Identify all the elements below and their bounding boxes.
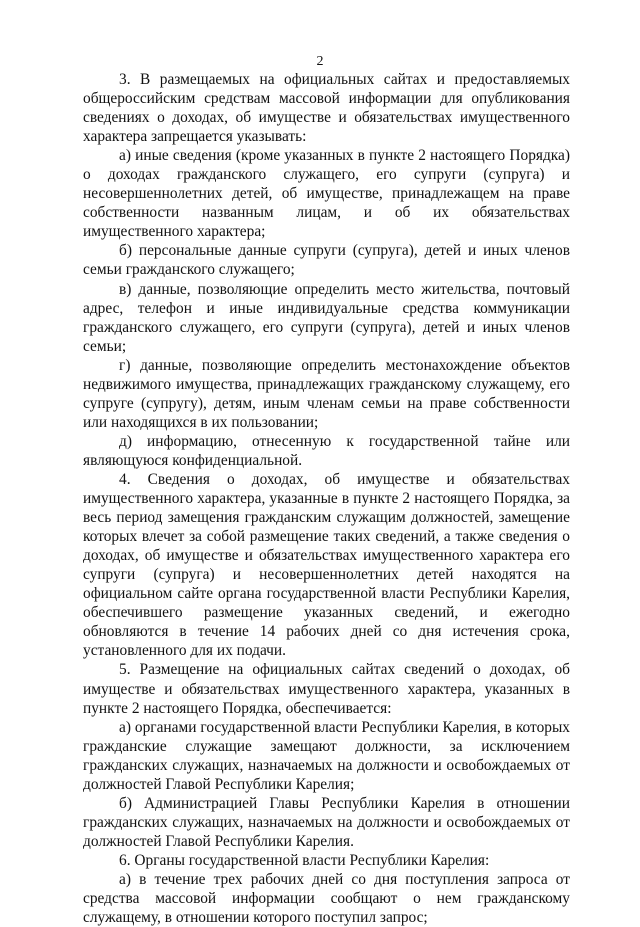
paragraph-6: 6. Органы государственной власти Республики Карелия:	[119, 851, 490, 869]
paragraph-5a: а) органами государственной власти Республики Карелия, в которых гражданские служащие замещают должности, за исключением гражданских служащих, назначаемых на должности и освобождаемых от должностей Главой Республики Карелия;	[83, 718, 570, 793]
paragraph-4: 4. Сведения о доходах, об имуществе и обязательствах имущественного характера, указанные в пункте 2 настоящего Порядка, за весь период замещения гражданским служащим должностей, замещение которых влечет за собой размещение таких сведений, а также сведения о доходах, об имуществе и обязательствах имущественного характера его супруги (супруга) и несовершеннолетних детей находятся на официальном сайте органа государственной власти Республики Карелия, обеспечившего размещение указанных сведений, и ежегодно обновляются в течение 14 рабочих дней со дня истечения срока, установленного для их подачи.	[83, 470, 570, 660]
paragraph-6a: а) в течение трех рабочих дней со дня поступления запроса от средства массовой информации сообщают о нем гражданскому служащему, в отношении которого поступил запрос;	[83, 870, 570, 927]
paragraph-3d: д) информацию, отнесенную к государственной тайне или являющуюся конфиденциальной.	[83, 432, 570, 469]
document-body	[83, 70, 570, 927]
paragraph-3a: а) иные сведения (кроме указанных в пункте 2 настоящего Порядка) о доходах гражданского служащего, его супруги (супруга) и несовершеннолетних детей, об имуществе, принадлежащем на праве собственности названным лицам, и об их обязательствах имущественного характера;	[83, 147, 570, 241]
paragraph-3g: г) данные, позволяющие определить местонахождение объектов недвижимого имущества, принадлежащих гражданскому служащему, его супруге (супругу), детям, иным членам семьи на праве собственности или находящихся в их пользовании;	[83, 356, 570, 431]
paragraph-5: 5. Размещение на официальных сайтах сведений о доходах, об имуществе и обязательствах имущественного характера, указанных в пункте 2 настоящего Порядка, обеспечивается:	[83, 661, 570, 717]
page-number: 2	[316, 54, 324, 69]
paragraph-3b: б) персональные данные супруги (супруга), детей и иных членов семьи гражданского служащего;	[83, 242, 570, 279]
paragraph-3v: в) данные, позволяющие определить место жительства, почтовый адрес, телефон и иные индивидуальные средства коммуникации гражданского служащего, его супруги (супруга), детей и иных членов семьи;	[83, 280, 570, 355]
paragraph-5b: б) Администрацией Главы Республики Карелия в отношении гражданских служащих, назначаемых на должности и освобождаемых от должностей Главой Республики Карелия.	[83, 794, 570, 850]
paragraph-3: 3. В размещаемых на официальных сайтах и предоставляемых общероссийским средствам массовой информации для опубликования сведениях о доходах, об имуществе и обязательствах имущественного характера запрещается указывать:	[83, 71, 570, 146]
